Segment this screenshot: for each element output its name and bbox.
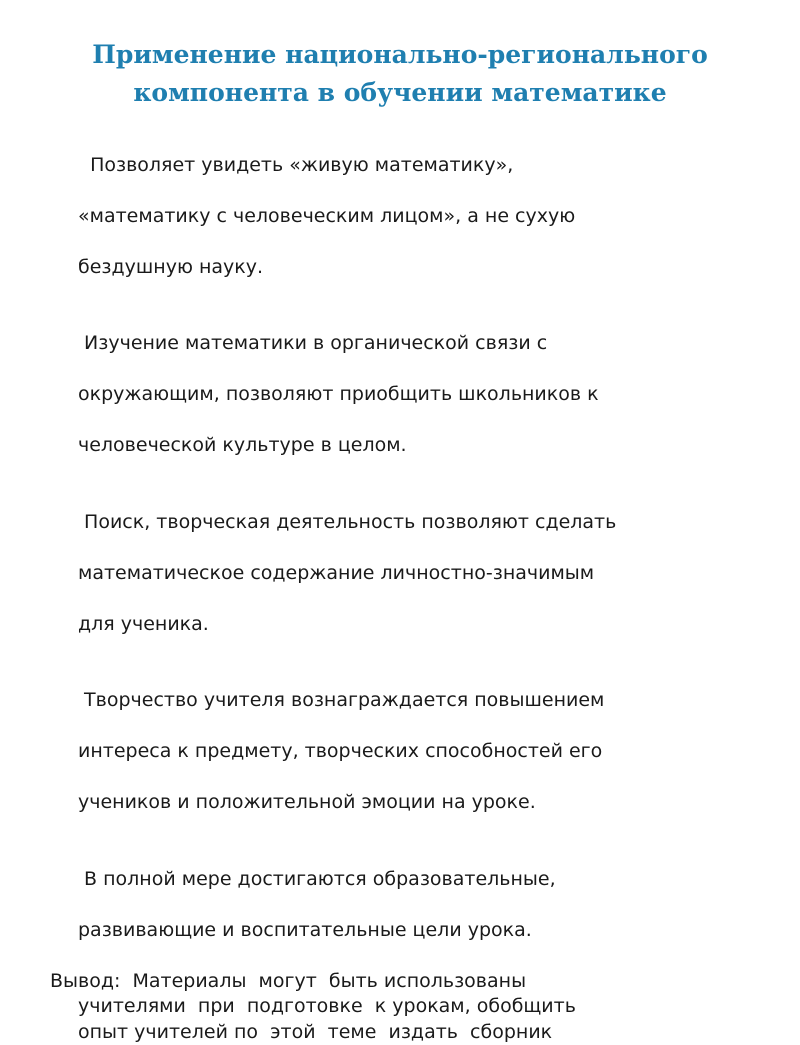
paragraph-line: развивающие и воспитательные цели урока. [78, 918, 770, 944]
paragraph-line: для ученика. [78, 612, 770, 638]
paragraph-1 [78, 127, 770, 306]
paragraph-line: бездушную науку. [78, 255, 770, 281]
paragraph-line: окружающим, позволяют приобщить школьников к [78, 382, 770, 408]
paragraph-3 [78, 484, 770, 663]
paragraph-line: человеческой культуре в целом. [78, 433, 770, 459]
paragraph-line: Творчество учителя вознаграждается повышением [78, 688, 770, 714]
paragraph-line: учеников и положительной эмоции на уроке. [78, 790, 770, 816]
conclusion-line: Вывод: Материалы могут быть использованы [50, 969, 770, 995]
paragraph-4 [78, 663, 770, 842]
slide-title [20, 36, 780, 112]
paragraph-line: интереса к предмету, творческих способностей его [78, 739, 770, 765]
conclusion [50, 969, 770, 1045]
conclusion-line: учителями при подготовке к урокам, обобщить [50, 994, 770, 1020]
paragraph-line: Поиск, творческая деятельность позволяют сделать [78, 510, 770, 536]
slide-title-line-1: Применение национально-регионального [20, 36, 780, 74]
slide-title-line-2: компонента в обучении математике [20, 74, 780, 112]
paragraph-5 [78, 841, 770, 969]
slide-body [50, 127, 770, 1045]
paragraph-line: В полной мере достигаются образовательные, [78, 867, 770, 893]
paragraph-line: Изучение математики в органической связи с [78, 331, 770, 357]
paragraph-2 [78, 306, 770, 485]
paragraph-line: «математику с человеческим лицом», а не сухую [78, 204, 770, 230]
conclusion-line: опыт учителей по этой теме издать сборник [50, 1020, 770, 1045]
paragraph-line: математическое содержание личностно-значимым [78, 561, 770, 587]
paragraph-line: Позволяет увидеть «живую математику», [78, 153, 770, 179]
